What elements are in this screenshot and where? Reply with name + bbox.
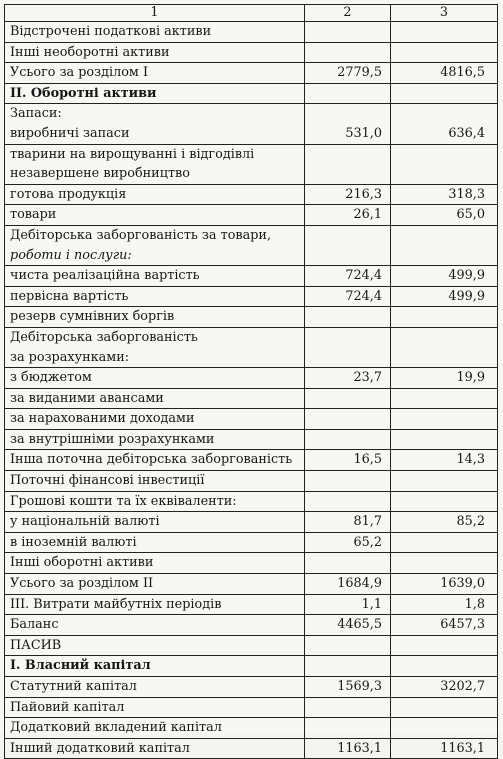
row-label: за виданими авансами [5,388,305,409]
row-value-col-3 [391,225,498,245]
row-label: тварини на вирощуванні і відгодівлі [5,144,305,164]
row-value-col-3 [391,83,498,104]
row-value-col-3: 4816,5 [391,63,498,84]
row-value-col-2 [305,429,391,450]
row-label: Інша поточна дебіторська заборгованість [5,450,305,471]
row-value-col-3 [391,307,498,328]
row-label: Усього за розділом I [5,63,305,84]
row-value-col-3 [391,471,498,492]
row-label: незавершене виробництво [5,164,305,184]
table-row [5,450,498,471]
row-value-col-2 [305,307,391,328]
row-label: за внутрішніми розрахунками [5,429,305,450]
table-row [5,491,498,512]
table-row [5,307,498,328]
row-label: роботи і послуги: [5,246,305,266]
row-value-col-3: 85,2 [391,512,498,533]
table-row [5,635,498,656]
table-row [5,368,498,389]
table-row [5,409,498,430]
row-value-col-2 [305,164,391,184]
row-label: Усього за розділом II [5,574,305,595]
row-label: Дебіторська заборгованість [5,327,305,347]
table-row [5,553,498,574]
row-value-col-2 [305,83,391,104]
table-body [5,22,498,759]
table-row [5,718,498,739]
row-value-col-2 [305,22,391,43]
header-col-3: 3 [391,5,498,22]
table-row [5,124,498,144]
row-label: Пайовий капітал [5,697,305,718]
row-value-col-2 [305,42,391,63]
row-value-col-3: 499,9 [391,286,498,307]
row-label: з бюджетом [5,368,305,389]
row-value-col-2: 1163,1 [305,738,391,759]
row-value-col-2: 216,3 [305,184,391,205]
row-value-col-3 [391,246,498,266]
row-value-col-3 [391,697,498,718]
row-value-col-2: 81,7 [305,512,391,533]
table-row [5,104,498,124]
row-value-col-3 [391,22,498,43]
row-value-col-2 [305,409,391,430]
table-row [5,42,498,63]
row-label: Інший додатковий капітал [5,738,305,759]
row-value-col-3 [391,409,498,430]
row-value-col-3 [391,104,498,124]
row-value-col-3 [391,532,498,553]
row-label: III. Витрати майбутніх періодів [5,594,305,615]
row-value-col-3: 65,0 [391,205,498,226]
row-label: чиста реалізаційна вартість [5,266,305,287]
table-row [5,594,498,615]
row-value-col-2: 26,1 [305,205,391,226]
row-label: за розрахунками: [5,348,305,368]
row-label: ПАСИВ [5,635,305,656]
row-value-col-3: 499,9 [391,266,498,287]
row-value-col-2: 531,0 [305,124,391,144]
row-value-col-3: 14,3 [391,450,498,471]
row-value-col-3 [391,429,498,450]
table-header-row [5,5,498,22]
row-label: первісна вартість [5,286,305,307]
row-label: Інші оборотні активи [5,553,305,574]
table-row [5,286,498,307]
row-value-col-3: 19,9 [391,368,498,389]
row-value-col-2 [305,144,391,164]
table-row [5,677,498,698]
row-value-col-3 [391,348,498,368]
row-value-col-2: 65,2 [305,532,391,553]
row-value-col-3: 1639,0 [391,574,498,595]
row-value-col-2 [305,718,391,739]
row-value-col-2 [305,104,391,124]
row-label: готова продукція [5,184,305,205]
table-row [5,83,498,104]
row-label: Інші необоротні активи [5,42,305,63]
row-value-col-3 [391,491,498,512]
row-value-col-2 [305,635,391,656]
table-row [5,429,498,450]
row-label: Відстрочені податкові активи [5,22,305,43]
row-value-col-2: 724,4 [305,286,391,307]
balance-sheet-table [4,4,498,759]
table-row [5,388,498,409]
row-value-col-3 [391,553,498,574]
row-value-col-2 [305,471,391,492]
row-value-col-2: 23,7 [305,368,391,389]
row-label: Грошові кошти та їх еквіваленти: [5,491,305,512]
table-row [5,348,498,368]
row-label: резерв сумнівних боргів [5,307,305,328]
row-label: Дебіторська заборгованість за товари, [5,225,305,245]
row-label: у національній валюті [5,512,305,533]
row-value-col-3 [391,144,498,164]
row-label: в іноземній валюті [5,532,305,553]
row-value-col-2: 4465,5 [305,615,391,636]
table-row [5,246,498,266]
row-label: II. Оборотні активи [5,83,305,104]
row-value-col-3 [391,635,498,656]
row-value-col-2 [305,246,391,266]
row-label: виробничі запаси [5,124,305,144]
row-label: товари [5,205,305,226]
header-col-2: 2 [305,5,391,22]
row-value-col-3 [391,42,498,63]
table-row [5,63,498,84]
row-value-col-2 [305,327,391,347]
row-value-col-2 [305,225,391,245]
row-value-col-3: 318,3 [391,184,498,205]
row-label: Статутний капітал [5,677,305,698]
row-value-col-2 [305,697,391,718]
table-row [5,512,498,533]
row-value-col-3: 1163,1 [391,738,498,759]
table-row [5,327,498,347]
row-value-col-3: 1,8 [391,594,498,615]
table-row [5,532,498,553]
row-value-col-2 [305,656,391,677]
row-value-col-2 [305,553,391,574]
row-value-col-2 [305,491,391,512]
row-value-col-3 [391,327,498,347]
table-row [5,615,498,636]
table-row [5,471,498,492]
row-value-col-3: 636,4 [391,124,498,144]
row-value-col-2: 1569,3 [305,677,391,698]
row-value-col-2: 2779,5 [305,63,391,84]
table-row [5,738,498,759]
row-label: Поточні фінансові інвестиції [5,471,305,492]
row-label: I. Власний капітал [5,656,305,677]
row-label: Запаси: [5,104,305,124]
header-col-1: 1 [5,5,305,22]
row-value-col-2: 1684,9 [305,574,391,595]
table-row [5,697,498,718]
row-value-col-2: 16,5 [305,450,391,471]
table-row [5,225,498,245]
row-value-col-3 [391,164,498,184]
row-value-col-2 [305,348,391,368]
row-value-col-3 [391,388,498,409]
row-value-col-2: 1,1 [305,594,391,615]
row-label: Баланс [5,615,305,636]
table-row [5,22,498,43]
row-value-col-2 [305,388,391,409]
table-row [5,205,498,226]
row-value-col-3 [391,656,498,677]
table-row [5,184,498,205]
table-row [5,164,498,184]
table-row [5,266,498,287]
row-label: Додатковий вкладений капітал [5,718,305,739]
row-value-col-3: 3202,7 [391,677,498,698]
table-row [5,144,498,164]
table-row [5,574,498,595]
row-value-col-3: 6457,3 [391,615,498,636]
row-value-col-2: 724,4 [305,266,391,287]
row-value-col-3 [391,718,498,739]
table-row [5,656,498,677]
row-label: за нарахованими доходами [5,409,305,430]
